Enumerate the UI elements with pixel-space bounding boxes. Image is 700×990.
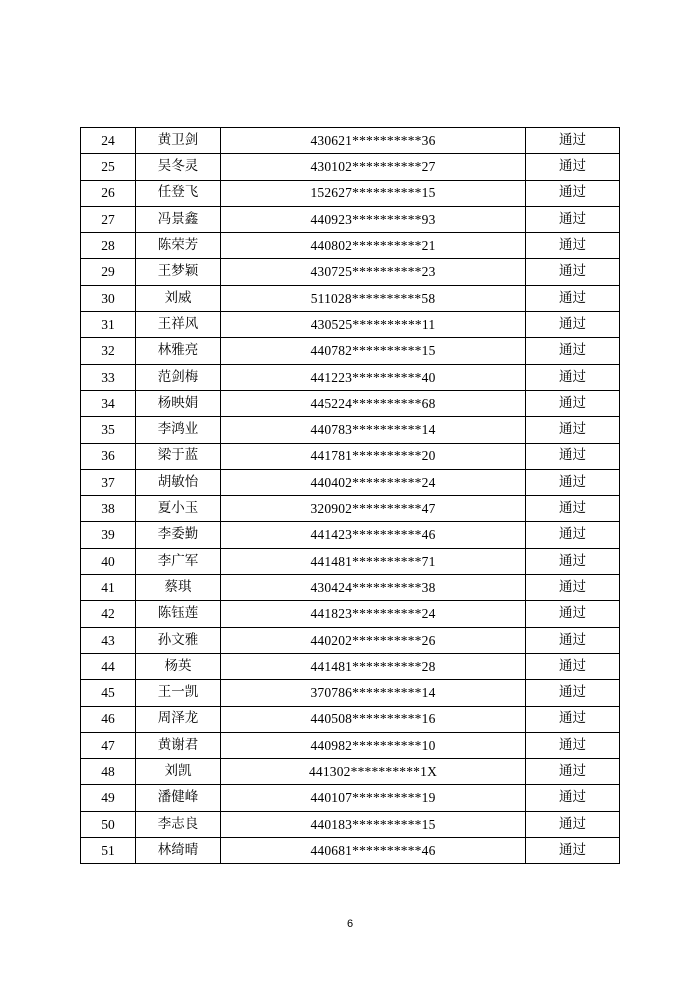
- table-row: [81, 653, 620, 679]
- review-status: 通过: [526, 180, 620, 206]
- person-name: 王一凯: [136, 680, 221, 706]
- masked-id-number: 441481**********71: [221, 548, 526, 574]
- masked-id-number: 430424**********38: [221, 575, 526, 601]
- masked-id-number: 440923**********93: [221, 206, 526, 232]
- masked-id-number: 440402**********24: [221, 469, 526, 495]
- person-name: 李志良: [136, 811, 221, 837]
- review-status: 通过: [526, 575, 620, 601]
- table-row: [81, 128, 620, 154]
- table-row: [81, 390, 620, 416]
- masked-id-number: 440107**********19: [221, 785, 526, 811]
- masked-id-number: 441423**********46: [221, 522, 526, 548]
- table-row: [81, 627, 620, 653]
- person-name: 梁于蓝: [136, 443, 221, 469]
- review-status: 通过: [526, 548, 620, 574]
- person-name: 李鸿业: [136, 417, 221, 443]
- row-number: 47: [81, 732, 136, 758]
- masked-id-number: 440782**********15: [221, 338, 526, 364]
- person-name: 林绮晴: [136, 838, 221, 864]
- table-row: [81, 785, 620, 811]
- row-number: 41: [81, 575, 136, 601]
- review-status: 通过: [526, 417, 620, 443]
- person-name: 王祥风: [136, 312, 221, 338]
- table-row: [81, 154, 620, 180]
- row-number: 35: [81, 417, 136, 443]
- row-number: 30: [81, 285, 136, 311]
- person-name: 王梦颖: [136, 259, 221, 285]
- review-status: 通过: [526, 364, 620, 390]
- masked-id-number: 441781**********20: [221, 443, 526, 469]
- review-status: 通过: [526, 627, 620, 653]
- review-status: 通过: [526, 128, 620, 154]
- table-row: [81, 496, 620, 522]
- row-number: 46: [81, 706, 136, 732]
- review-status: 通过: [526, 680, 620, 706]
- row-number: 51: [81, 838, 136, 864]
- person-name: 范剑梅: [136, 364, 221, 390]
- masked-id-number: 430525**********11: [221, 312, 526, 338]
- table-row: [81, 759, 620, 785]
- person-name: 任登飞: [136, 180, 221, 206]
- table-row: [81, 680, 620, 706]
- masked-id-number: 440202**********26: [221, 627, 526, 653]
- row-number: 48: [81, 759, 136, 785]
- row-number: 29: [81, 259, 136, 285]
- records-table-body: [81, 128, 620, 864]
- review-status: 通过: [526, 259, 620, 285]
- person-name: 潘健峰: [136, 785, 221, 811]
- masked-id-number: 440982**********10: [221, 732, 526, 758]
- person-name: 胡敏怡: [136, 469, 221, 495]
- row-number: 24: [81, 128, 136, 154]
- person-name: 李广军: [136, 548, 221, 574]
- review-status: 通过: [526, 522, 620, 548]
- row-number: 33: [81, 364, 136, 390]
- review-status: 通过: [526, 312, 620, 338]
- review-status: 通过: [526, 206, 620, 232]
- row-number: 25: [81, 154, 136, 180]
- row-number: 37: [81, 469, 136, 495]
- row-number: 27: [81, 206, 136, 232]
- person-name: 黄谢君: [136, 732, 221, 758]
- table-row: [81, 522, 620, 548]
- masked-id-number: 430621**********36: [221, 128, 526, 154]
- table-row: [81, 312, 620, 338]
- row-number: 32: [81, 338, 136, 364]
- table-row: [81, 811, 620, 837]
- person-name: 杨映娟: [136, 390, 221, 416]
- review-status: 通过: [526, 469, 620, 495]
- row-number: 31: [81, 312, 136, 338]
- table-row: [81, 364, 620, 390]
- table-row: [81, 338, 620, 364]
- person-name: 蔡琪: [136, 575, 221, 601]
- row-number: 45: [81, 680, 136, 706]
- review-status: 通过: [526, 496, 620, 522]
- row-number: 39: [81, 522, 136, 548]
- person-name: 陈钰莲: [136, 601, 221, 627]
- masked-id-number: 441481**********28: [221, 653, 526, 679]
- row-number: 36: [81, 443, 136, 469]
- person-name: 杨英: [136, 653, 221, 679]
- person-name: 周泽龙: [136, 706, 221, 732]
- review-status: 通过: [526, 154, 620, 180]
- masked-id-number: 370786**********14: [221, 680, 526, 706]
- row-number: 42: [81, 601, 136, 627]
- review-status: 通过: [526, 601, 620, 627]
- person-name: 夏小玉: [136, 496, 221, 522]
- review-status: 通过: [526, 390, 620, 416]
- table-row: [81, 285, 620, 311]
- masked-id-number: 440802**********21: [221, 233, 526, 259]
- table-row: [81, 548, 620, 574]
- row-number: 43: [81, 627, 136, 653]
- masked-id-number: 441302**********1X: [221, 759, 526, 785]
- masked-id-number: 511028**********58: [221, 285, 526, 311]
- person-name: 刘凯: [136, 759, 221, 785]
- table-row: [81, 732, 620, 758]
- row-number: 38: [81, 496, 136, 522]
- table-row: [81, 180, 620, 206]
- records-table: [80, 127, 620, 864]
- table-row: [81, 417, 620, 443]
- masked-id-number: 440783**********14: [221, 417, 526, 443]
- review-status: 通过: [526, 759, 620, 785]
- review-status: 通过: [526, 838, 620, 864]
- masked-id-number: 430725**********23: [221, 259, 526, 285]
- masked-id-number: 440508**********16: [221, 706, 526, 732]
- person-name: 李委勤: [136, 522, 221, 548]
- row-number: 44: [81, 653, 136, 679]
- review-status: 通过: [526, 653, 620, 679]
- row-number: 26: [81, 180, 136, 206]
- table-row: [81, 233, 620, 259]
- row-number: 40: [81, 548, 136, 574]
- person-name: 冯景鑫: [136, 206, 221, 232]
- row-number: 50: [81, 811, 136, 837]
- table-row: [81, 443, 620, 469]
- table-row: [81, 575, 620, 601]
- table-row: [81, 259, 620, 285]
- person-name: 刘威: [136, 285, 221, 311]
- table-row: [81, 469, 620, 495]
- review-status: 通过: [526, 285, 620, 311]
- masked-id-number: 430102**********27: [221, 154, 526, 180]
- row-number: 28: [81, 233, 136, 259]
- page-number: 6: [346, 918, 354, 930]
- masked-id-number: 440681**********46: [221, 838, 526, 864]
- review-status: 通过: [526, 706, 620, 732]
- review-status: 通过: [526, 443, 620, 469]
- row-number: 49: [81, 785, 136, 811]
- person-name: 黄卫剑: [136, 128, 221, 154]
- row-number: 34: [81, 390, 136, 416]
- masked-id-number: 445224**********68: [221, 390, 526, 416]
- masked-id-number: 320902**********47: [221, 496, 526, 522]
- review-status: 通过: [526, 811, 620, 837]
- review-status: 通过: [526, 233, 620, 259]
- table-row: [81, 601, 620, 627]
- masked-id-number: 440183**********15: [221, 811, 526, 837]
- review-status: 通过: [526, 732, 620, 758]
- person-name: 林雅亮: [136, 338, 221, 364]
- table-row: [81, 838, 620, 864]
- masked-id-number: 441823**********24: [221, 601, 526, 627]
- person-name: 吴冬灵: [136, 154, 221, 180]
- masked-id-number: 152627**********15: [221, 180, 526, 206]
- masked-id-number: 441223**********40: [221, 364, 526, 390]
- person-name: 孙文雅: [136, 627, 221, 653]
- table-row: [81, 706, 620, 732]
- review-status: 通过: [526, 338, 620, 364]
- person-name: 陈荣芳: [136, 233, 221, 259]
- table-row: [81, 206, 620, 232]
- review-status: 通过: [526, 785, 620, 811]
